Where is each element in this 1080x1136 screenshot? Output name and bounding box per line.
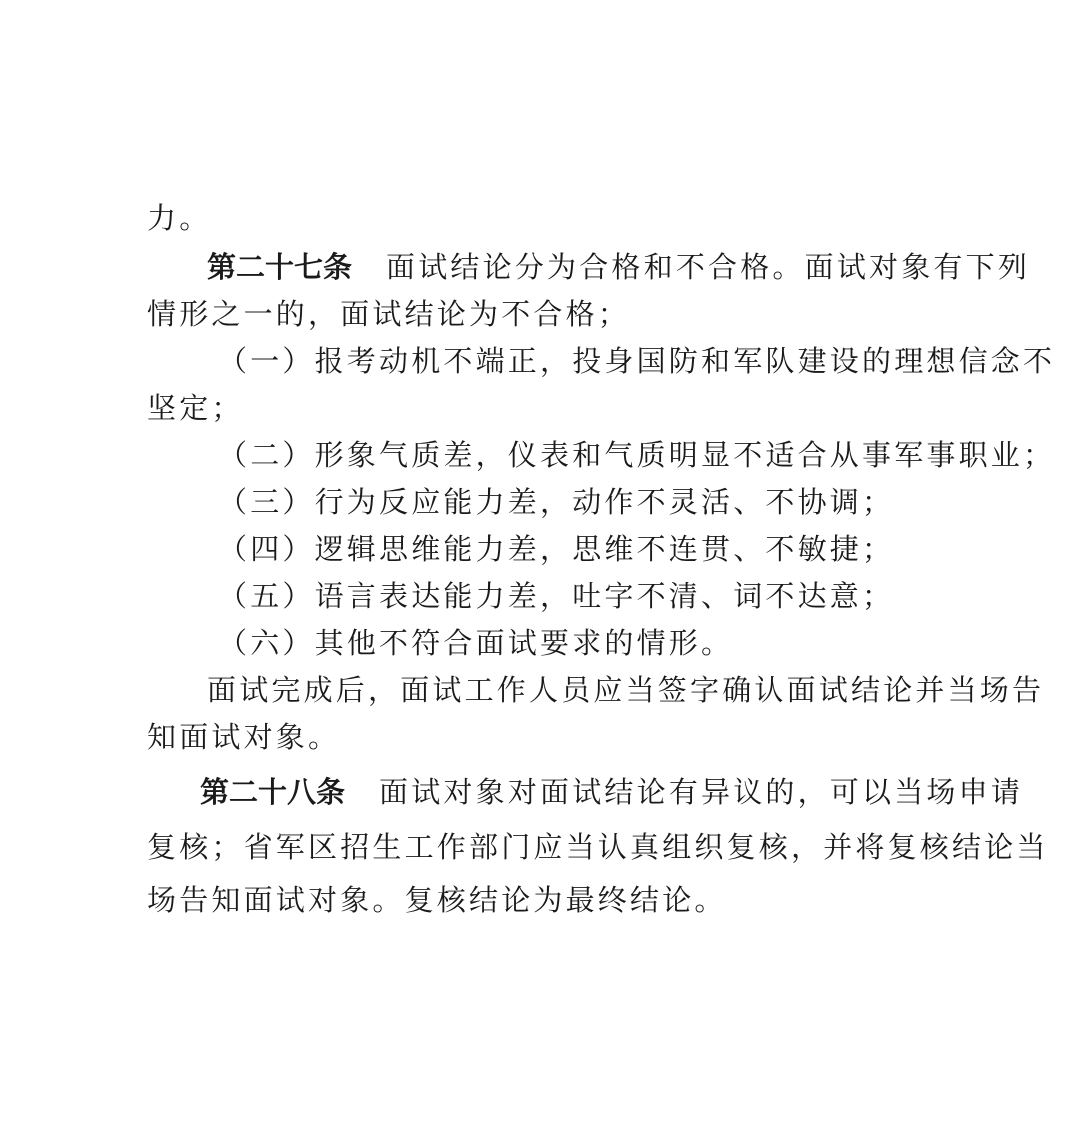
article27-item-1-continued: 坚定； <box>147 391 244 425</box>
article27-item-2: （二）形象气质差，仪表和气质明显不适合从事军事职业； <box>218 438 1056 472</box>
article28-first-line <box>200 774 1024 810</box>
article28-text-line1: 面试对象对面试结论有异议的，可以当场申请 <box>379 775 1024 809</box>
article27-item-4: （四）逻辑思维能力差，思维不连贯、不敏捷； <box>218 532 895 566</box>
article27-closing-line1: 面试完成后，面试工作人员应当签字确认面试结论并当场告 <box>207 673 1045 707</box>
article27-item-5: （五）语言表达能力差，吐字不清、词不达意； <box>218 579 895 613</box>
article28-text-line2: 复核；省军区招生工作部门应当认真组织复核，并将复核结论当 <box>147 830 1049 864</box>
article27-item-3: （三）行为反应能力差，动作不灵活、不协调； <box>218 485 895 519</box>
article27-first-line <box>207 249 1031 285</box>
article27-closing-line2: 知面试对象。 <box>147 720 341 754</box>
article27-label: 第二十七条 <box>207 250 353 284</box>
top-fragment: 力。 <box>147 201 212 235</box>
article28-text-line3: 场告知面试对象。复核结论为最终结论。 <box>147 883 727 917</box>
article27-text-line2: 情形之一的，面试结论为不合格； <box>147 297 631 331</box>
article28-label: 第二十八条 <box>200 775 346 809</box>
article27-text-line1: 面试结论分为合格和不合格。面试对象有下列 <box>386 250 1031 284</box>
article27-item-1: （一）报考动机不端正，投身国防和军队建设的理想信念不 <box>218 344 1056 378</box>
article27-item-6: （六）其他不符合面试要求的情形。 <box>218 626 734 660</box>
